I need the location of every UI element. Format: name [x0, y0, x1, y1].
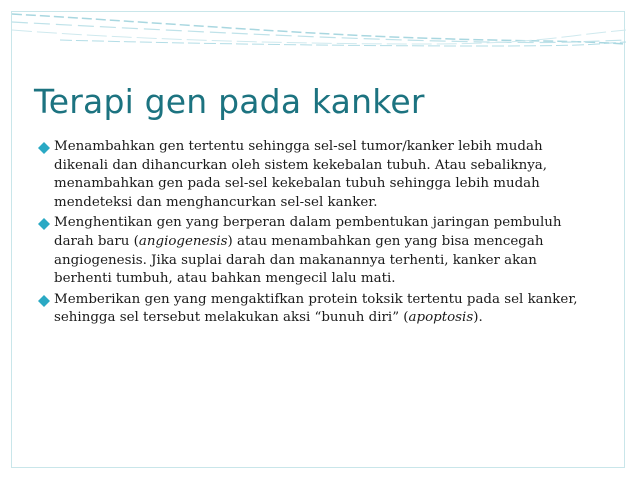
text-run: ) atau menambahkan gen yang bisa mencegah: [227, 233, 544, 249]
bullet-item: [38, 291, 616, 328]
bullet-item: [38, 138, 616, 212]
bullet-line: menambahkan gen pada sel-sel kekebalan tubuh sehingga lebih mudah: [54, 176, 540, 192]
slide-title: Terapi gen pada kanker: [34, 82, 425, 121]
italic-term: angiogenesis: [138, 233, 228, 249]
diamond-bullet-icon: [38, 142, 50, 154]
bullet-line: Memberikan gen yang mengaktifkan protein toksik tertentu pada sel kanker,: [54, 291, 578, 307]
text-run: ).: [473, 310, 483, 326]
bullet-line: mendeteksi dan menghancurkan sel-sel kanker.: [54, 194, 378, 210]
bullet-list: [38, 138, 616, 328]
decorative-wave-lines: [0, 0, 638, 90]
bullet-text: [54, 214, 616, 288]
bullet-line: [54, 233, 616, 252]
bullet-item: [38, 214, 616, 288]
bullet-text: [54, 291, 616, 328]
bullet-line: angiogenesis. Jika suplai darah dan makanannya terhenti, kanker akan: [54, 252, 537, 268]
bullet-text: [54, 138, 616, 212]
bullet-line: [54, 309, 616, 328]
bullet-line: dikenali dan dihancurkan oleh sistem kekebalan tubuh. Atau sebaliknya,: [54, 157, 548, 173]
bullet-line: Menghentikan gen yang berperan dalam pembentukan jaringan pembuluh: [54, 215, 562, 231]
bullet-line: Menambahkan gen tertentu sehingga sel-sel tumor/kanker lebih mudah: [54, 139, 543, 154]
text-run: darah baru (: [54, 233, 139, 249]
diamond-bullet-icon: [38, 295, 50, 307]
italic-term: apoptosis: [408, 310, 474, 326]
text-run: sehingga sel tersebut melakukan aksi “bunuh diri” (: [54, 310, 409, 326]
diamond-bullet-icon: [38, 218, 50, 230]
bullet-line: berhenti tumbuh, atau bahkan mengecil lalu mati.: [54, 271, 396, 287]
